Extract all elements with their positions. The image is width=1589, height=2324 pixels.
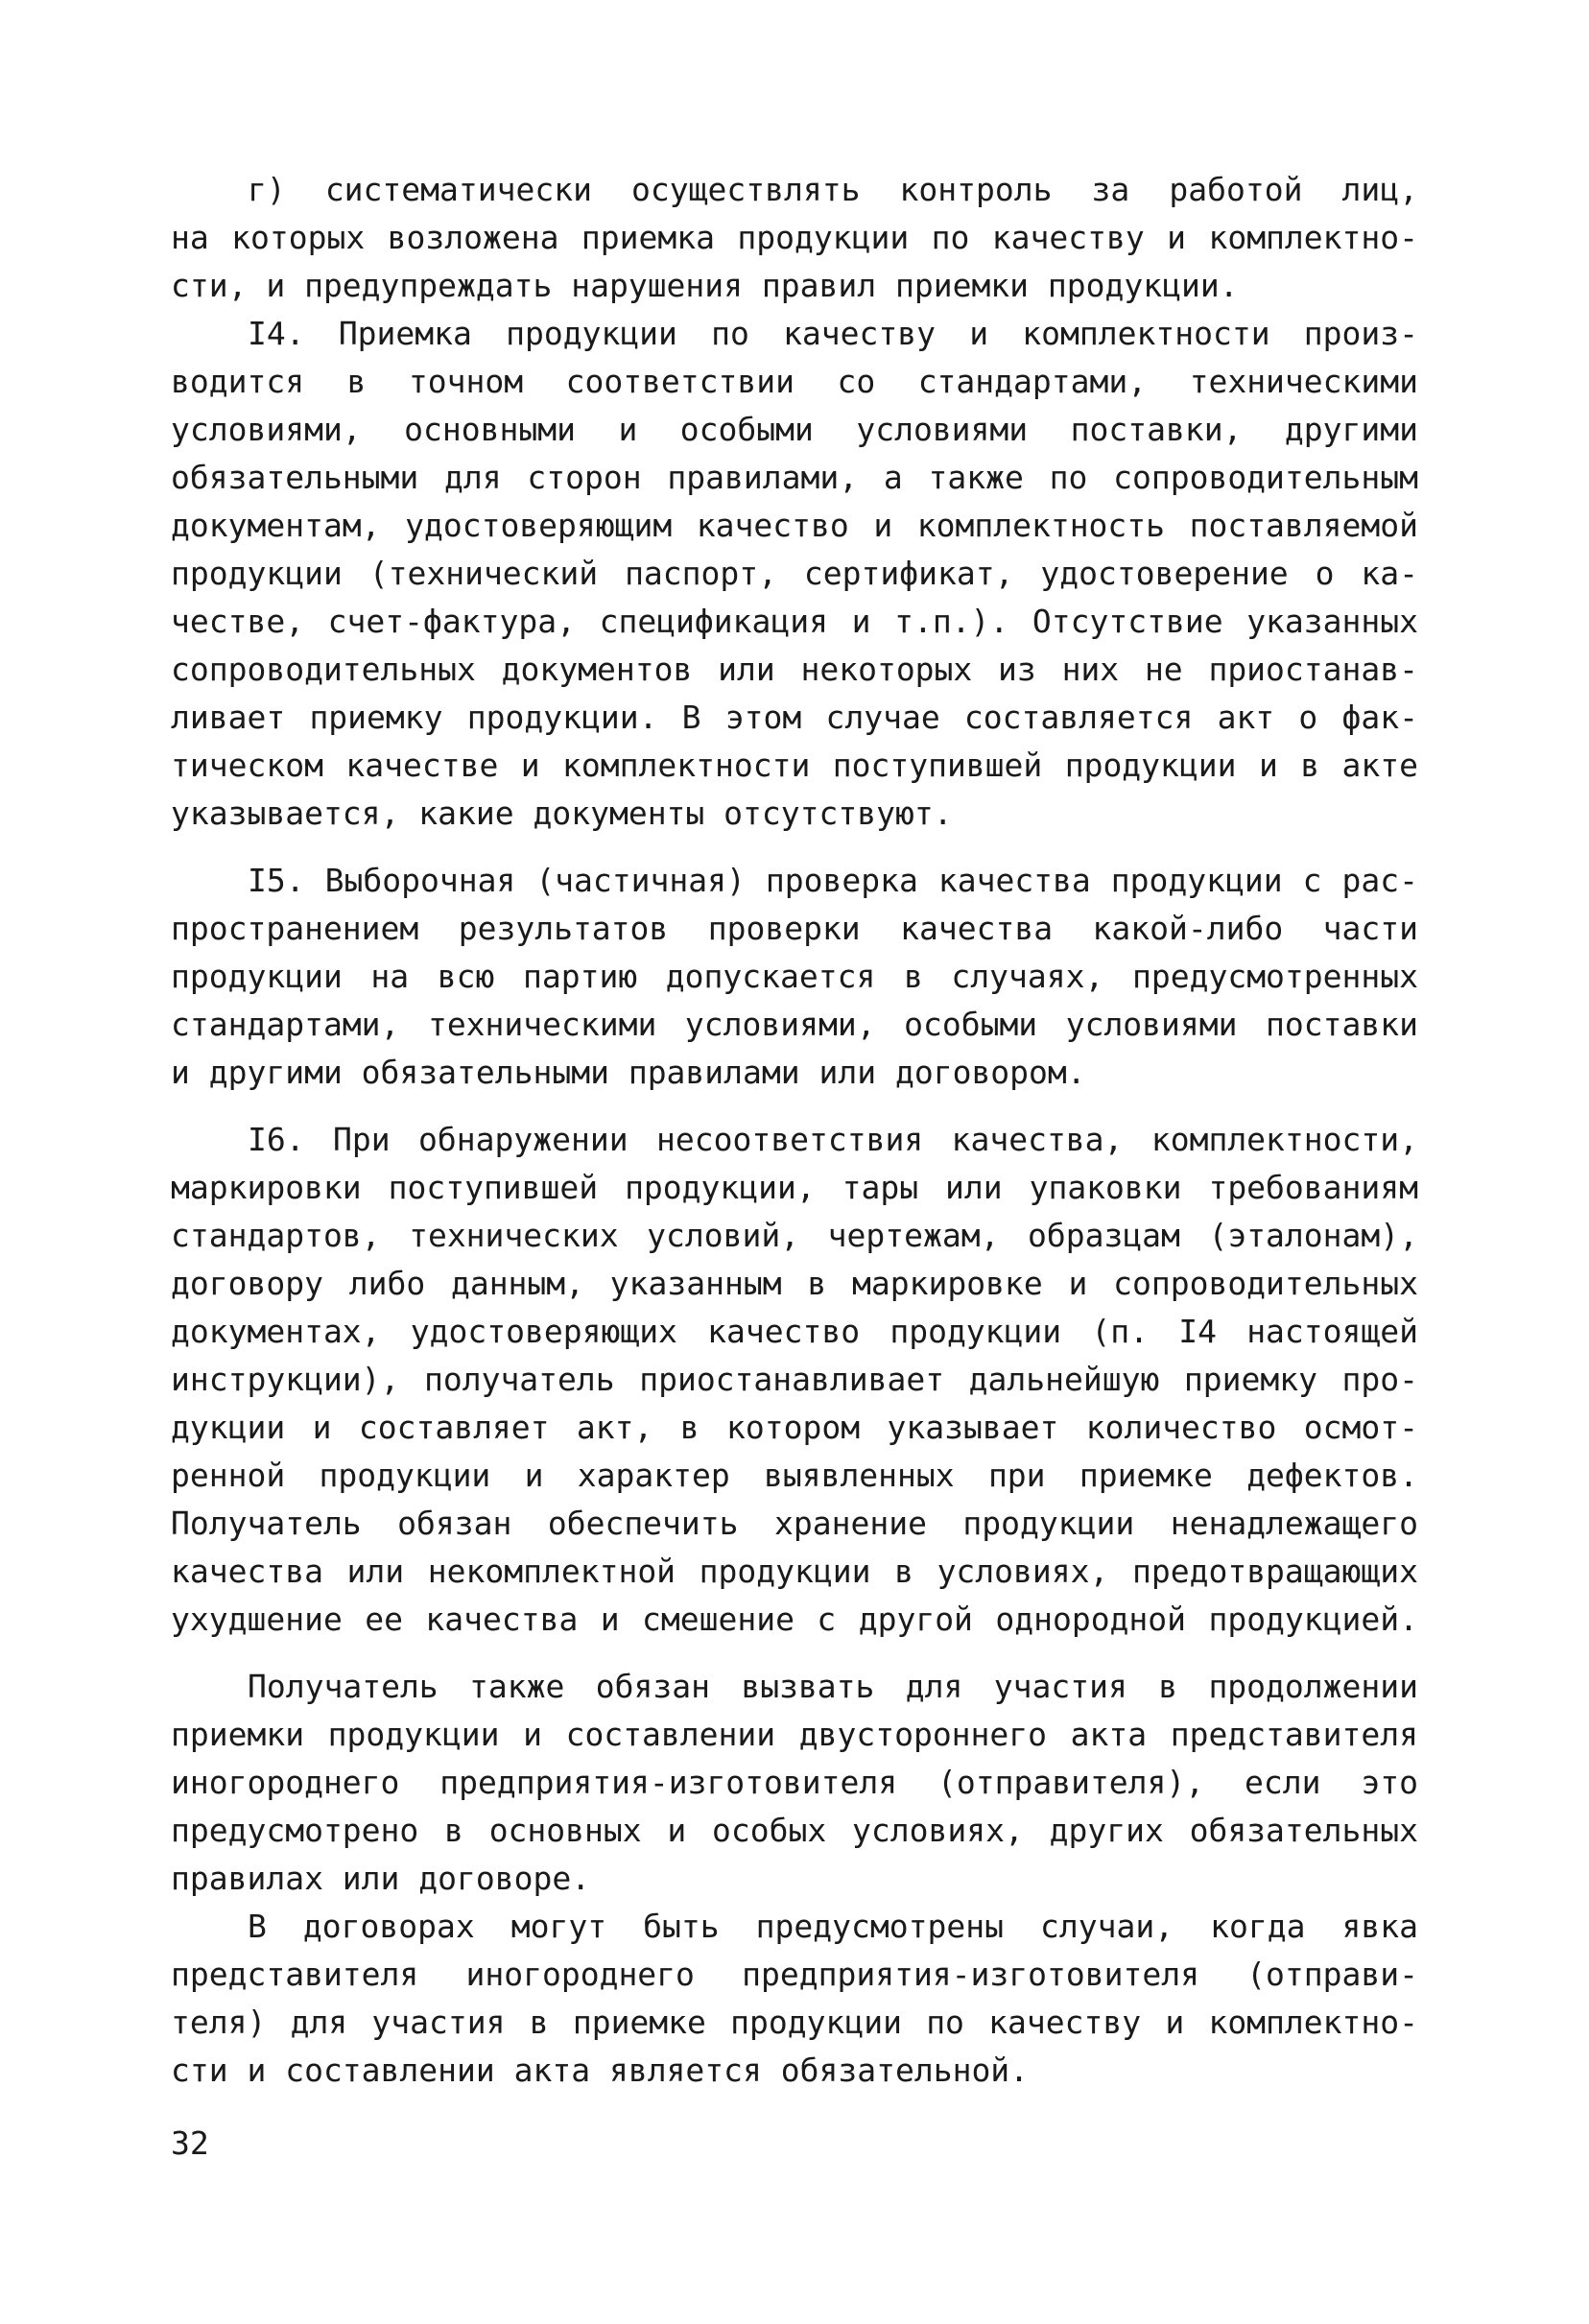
text-line: предусмотрено в основных и особых условиях, других обязательных <box>171 1812 1418 1849</box>
text-line: I4. Приемка продукции по качеству и комплектности произ- <box>248 315 1418 352</box>
text-line: правилах или договоре. <box>171 1860 591 1897</box>
text-line: указывается, какие документы отсутствуют. <box>171 794 953 832</box>
text-line: приемки продукции и составлении двустороннего акта представителя <box>171 1716 1418 1753</box>
text-line: сти и составлении акта является обязательной. <box>171 2051 1030 2089</box>
text-line: качества или некомплектной продукции в условиях, предотвращающих <box>171 1553 1418 1590</box>
text-line: договору либо данным, указанным в маркировке и сопроводительных <box>171 1265 1418 1302</box>
text-line: Получатель обязан обеспечить хранение продукции ненадлежащего <box>171 1505 1418 1542</box>
text-line: теля) для участия в приемке продукции по качеству и комплектно- <box>171 2004 1418 2041</box>
text-line: сопроводительных документов или некоторых из них не приостанав- <box>171 651 1418 688</box>
text-line: продукции (технический паспорт, сертификат, удостоверение о ка- <box>171 555 1418 592</box>
text-line: I5. Выборочная (частичная) проверка качества продукции с рас- <box>248 862 1418 899</box>
text-line: инструкции), получатель приостанавливает дальнейшую приемку про- <box>171 1361 1418 1398</box>
text-line: документах, удостоверяющих качество продукции (п. I4 настоящей <box>171 1313 1418 1350</box>
text-line: представителя иногороднего предприятия-изготовителя (отправи- <box>171 1956 1418 1993</box>
text-line: В договорах могут быть предусмотрены случаи, когда явка <box>248 1908 1418 1945</box>
text-line: маркировки поступившей продукции, тары или упаковки требованиям <box>171 1169 1418 1206</box>
text-line: тическом качестве и комплектности поступившей продукции и в акте <box>171 747 1418 784</box>
text-line: ренной продукции и характер выявленных при приемке дефектов. <box>171 1457 1418 1494</box>
text-line: иногороднего предприятия-изготовителя (отправителя), если это <box>171 1764 1418 1801</box>
text-line: ухудшение ее качества и смешение с другой однородной продукцией. <box>171 1601 1418 1638</box>
text-line: г) систематически осуществлять контроль за работой лиц, <box>248 171 1418 208</box>
text-line: водится в точном соответствии со стандартами, техническими <box>171 363 1418 400</box>
page-number: 32 <box>171 2124 209 2162</box>
text-line: продукции на всю партию допускается в случаях, предусмотренных <box>171 958 1418 995</box>
text-line: обязательными для сторон правилами, а также по сопроводительным <box>171 459 1418 496</box>
text-line: на которых возложена приемка продукции по качеству и комплектно- <box>171 219 1418 256</box>
text-line: честве, счет-фактура, спецификация и т.п.). Отсутствие указанных <box>171 603 1418 640</box>
text-line: стандартов, технических условий, чертежам, образцам (эталонам), <box>171 1217 1418 1254</box>
text-line: стандартами, техническими условиями, особыми условиями поставки <box>171 1006 1418 1043</box>
text-line: условиями, основными и особыми условиями поставки, другими <box>171 411 1418 448</box>
text-line: ливает приемку продукции. В этом случае составляется акт о фак- <box>171 699 1418 736</box>
text-line: пространением результатов проверки качества какой-либо части <box>171 910 1418 947</box>
text-line: и другими обязательными правилами или договором. <box>171 1054 1086 1091</box>
text-line: I6. При обнаружении несоответствия качества, комплектности, <box>248 1121 1418 1158</box>
text-line: сти, и предупреждать нарушения правил приемки продукции. <box>171 267 1239 304</box>
text-line: дукции и составляет акт, в котором указывает количество осмот- <box>171 1409 1418 1446</box>
text-line: Получатель также обязан вызвать для участия в продолжении <box>248 1668 1418 1705</box>
text-line: документам, удостоверяющим качество и комплектность поставляемой <box>171 507 1418 544</box>
